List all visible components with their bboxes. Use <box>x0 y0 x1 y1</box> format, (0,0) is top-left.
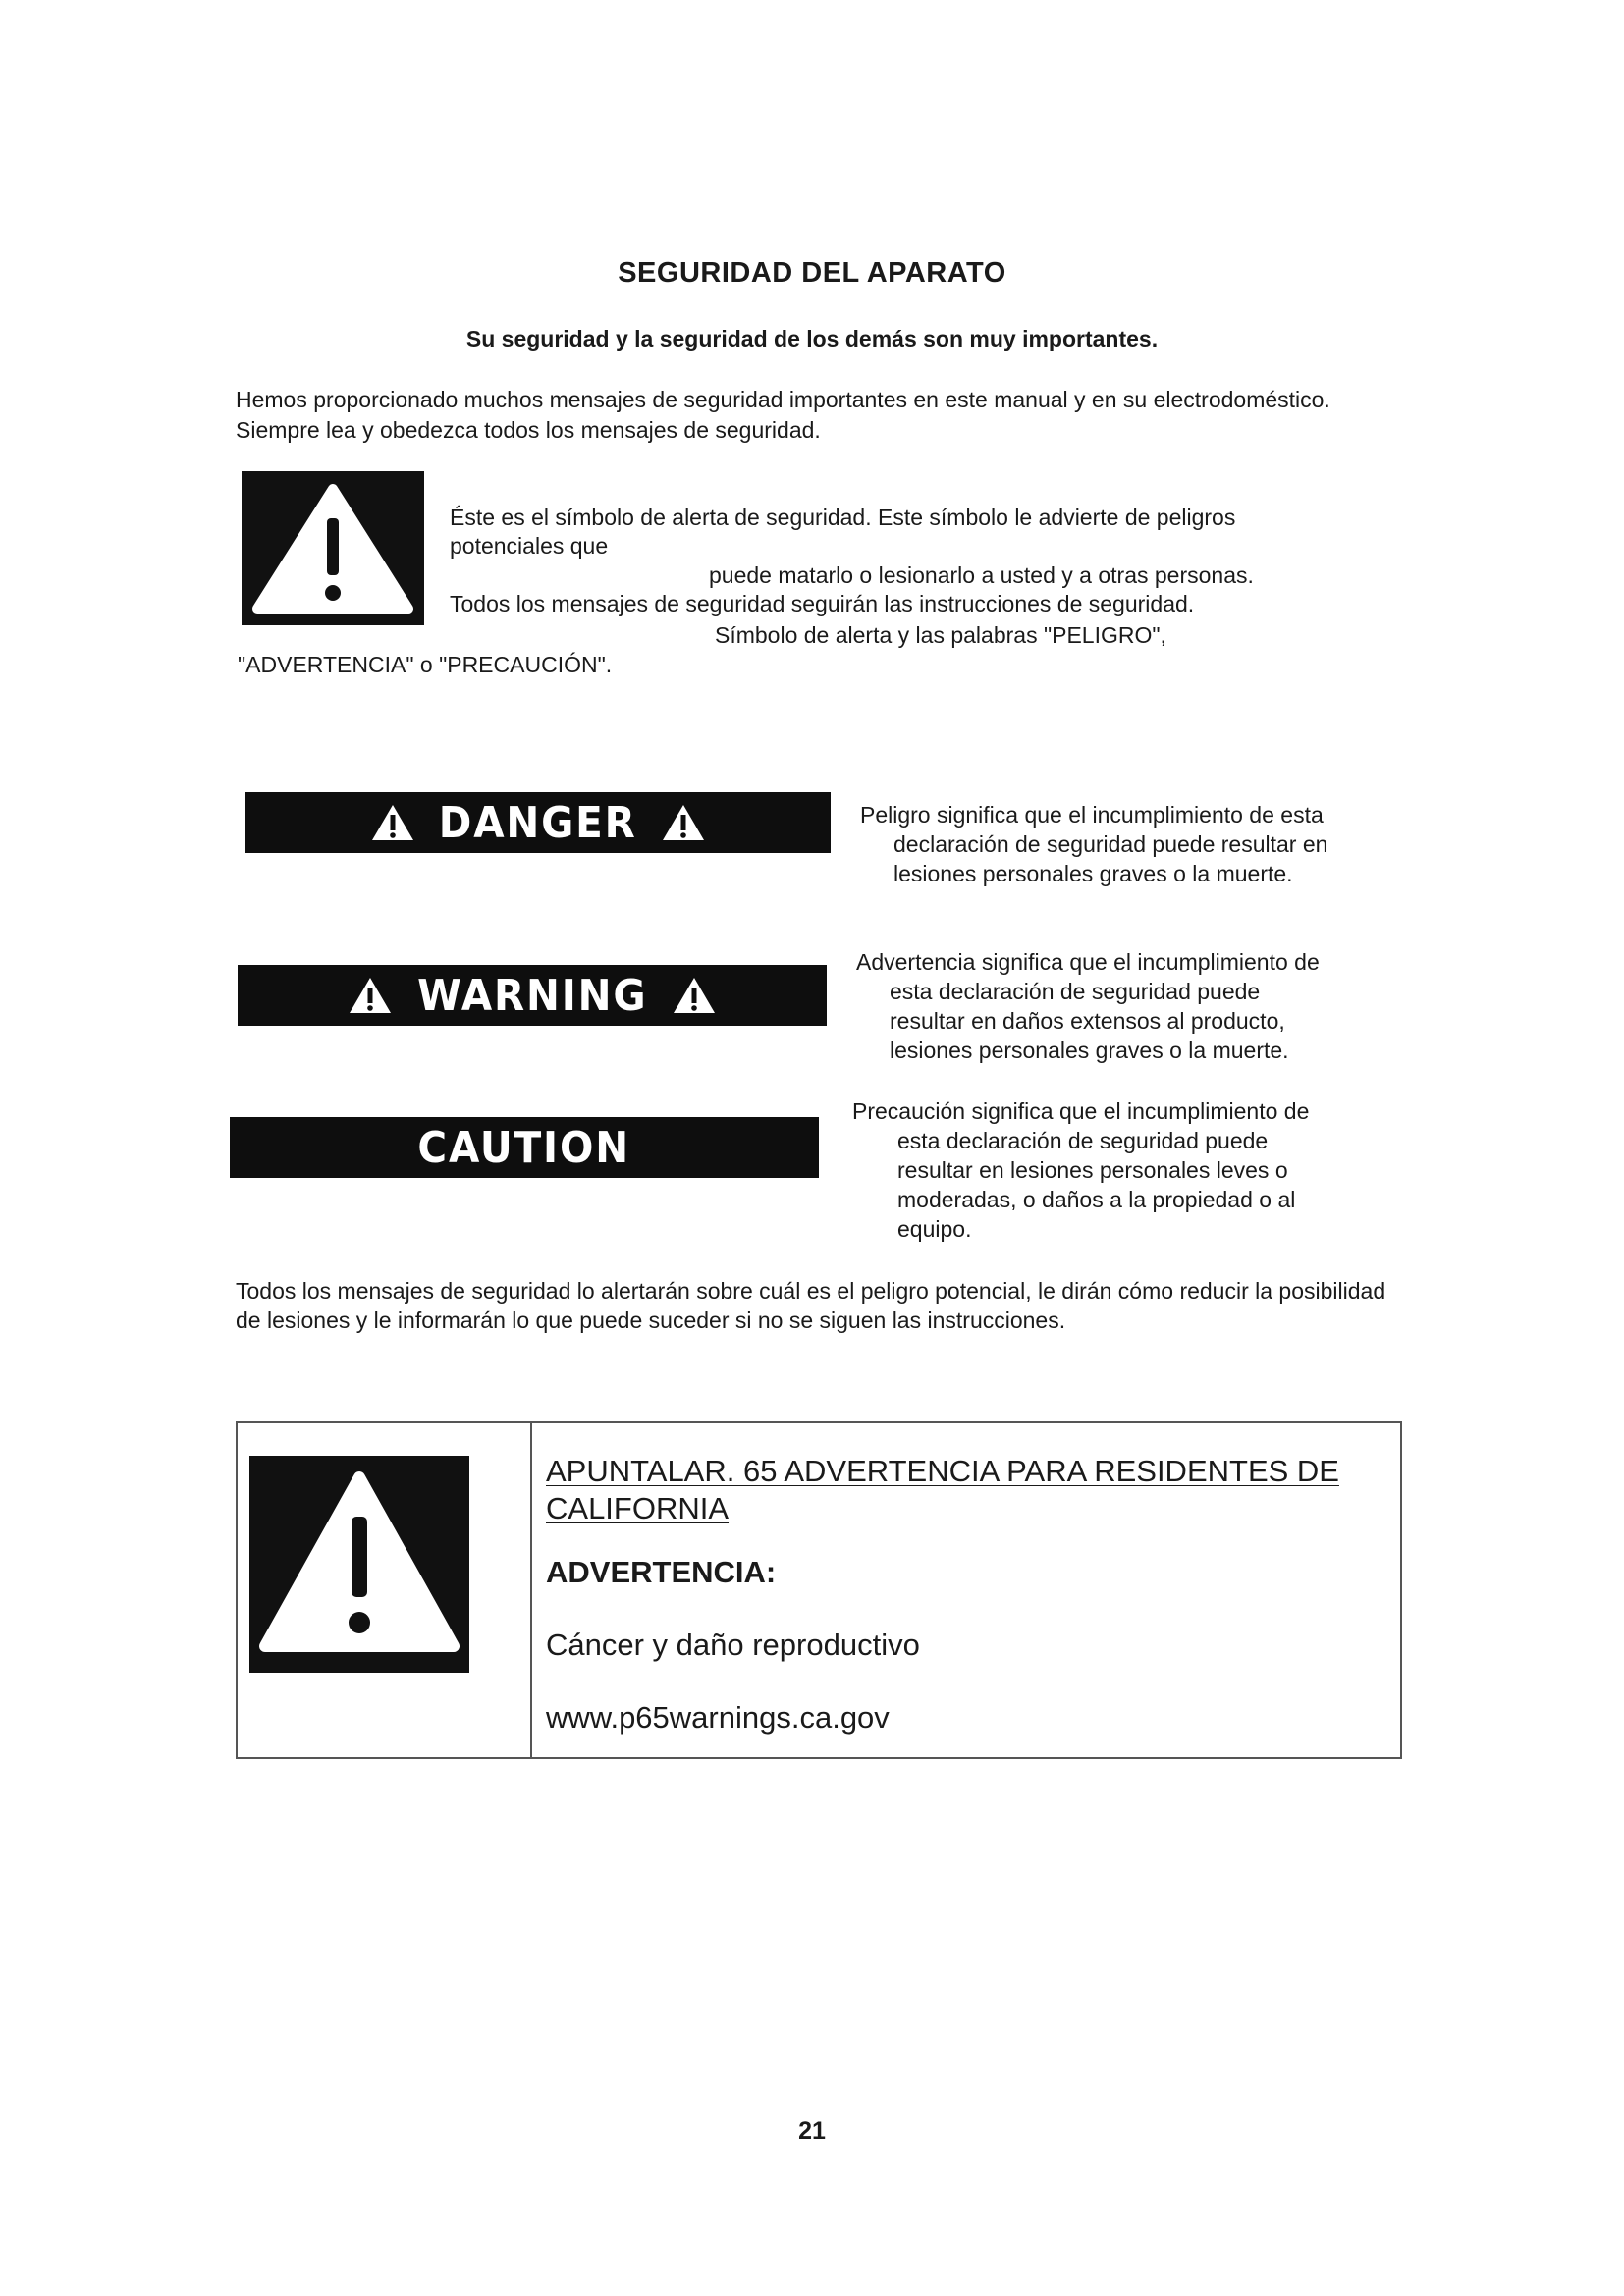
warning-triangle-icon <box>671 975 718 1016</box>
description-line: esta declaración de seguridad puede <box>890 979 1261 1004</box>
description-line: Advertencia significa que el incumplimiento de <box>856 949 1320 975</box>
description-line: resultar en daños extensos al producto, <box>890 1008 1285 1034</box>
warning-signal-banner <box>238 965 827 1026</box>
description-line: Precaución significa que el incumplimiento de <box>852 1098 1310 1124</box>
caution-signal-banner <box>230 1117 819 1178</box>
prop65-label: ADVERTENCIA: <box>546 1555 777 1589</box>
alert-text-line: Éste es el símbolo de alerta de seguridad. Este símbolo le advierte de peligros <box>450 505 1236 530</box>
intro-paragraph: Hemos proporcionado muchos mensajes de seguridad importantes en este manual y en su electrodoméstico. Siempre lea y obedezca todos los mensajes de seguridad. <box>236 387 1330 443</box>
page-number: 21 <box>798 2117 826 2145</box>
warning-triangle-icon <box>249 1456 469 1673</box>
alert-text-line: "ADVERTENCIA" o "PRECAUCIÓN". <box>238 652 613 677</box>
prop65-hazard: Cáncer y daño reproductivo <box>546 1628 920 1662</box>
description-line: resultar en lesiones personales leves o <box>897 1157 1288 1183</box>
warning-triangle-icon <box>242 471 424 625</box>
page-subtitle: Su seguridad y la seguridad de los demás son muy importantes. <box>465 326 1159 351</box>
closing-paragraph: Todos los mensajes de seguridad lo alertarán sobre cuál es el peligro potencial, le dirán cómo reducir la posibilidad de lesiones y le informarán lo que puede suceder si no se siguen las instrucciones. <box>236 1278 1386 1333</box>
description-line: declaración de seguridad puede resultar en <box>893 831 1328 857</box>
danger-signal-banner <box>245 792 831 853</box>
prop65-heading: APUNTALAR. 65 ADVERTENCIA PARA RESIDENTES DE CALIFORNIA <box>546 1454 1339 1525</box>
caution-description <box>852 1096 1402 1244</box>
alert-text-line: Símbolo de alerta y las palabras "PELIGRO", <box>715 622 1166 648</box>
page-title: SEGURIDAD DEL APARATO <box>618 257 1006 289</box>
alert-text-line: puede matarlo o lesionarlo a usted y a otras personas. <box>709 562 1254 588</box>
prop65-url[interactable]: www.p65warnings.ca.gov <box>546 1700 890 1735</box>
signal-word: CAUTION <box>417 1122 631 1173</box>
alert-text-line: potenciales que <box>450 533 609 559</box>
description-line: moderadas, o daños a la propiedad o al <box>897 1187 1296 1212</box>
description-line: lesiones personales graves o la muerte. <box>893 861 1293 886</box>
alert-text-line: Todos los mensajes de seguridad seguirán las instrucciones de seguridad. <box>450 591 1195 616</box>
warning-triangle-icon <box>369 802 416 843</box>
warning-triangle-icon <box>660 802 707 843</box>
description-line: esta declaración de seguridad puede <box>897 1128 1269 1153</box>
warning-description <box>856 947 1406 1065</box>
signal-word: WARNING <box>416 970 648 1021</box>
description-line: Peligro significa que el incumplimiento de esta <box>860 802 1324 828</box>
warning-triangle-icon <box>347 975 394 1016</box>
danger-description <box>860 800 1410 888</box>
prop65-divider <box>530 1421 532 1759</box>
description-line: lesiones personales graves o la muerte. <box>890 1038 1289 1063</box>
signal-word: DANGER <box>439 797 637 848</box>
description-line: equipo. <box>897 1216 972 1242</box>
